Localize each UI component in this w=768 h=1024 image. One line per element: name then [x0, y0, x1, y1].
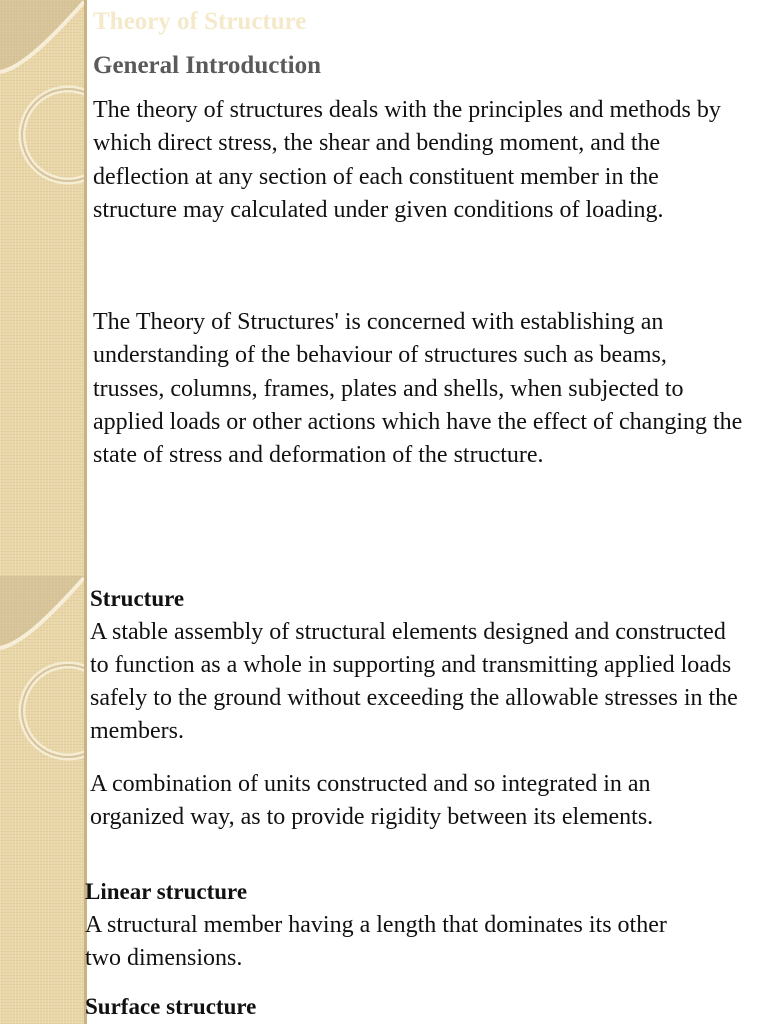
heading-structure: Structure: [90, 586, 185, 611]
decorative-swirl-icon: [0, 576, 84, 1024]
decorative-side-panel: [0, 0, 87, 576]
linear-structure-definition: A structural member having a length that dominates its other two dimensions.: [85, 912, 667, 971]
intro-paragraph-2: The Theory of Structures' is concerned with establishing an understanding of the behaviour of structures such as beams, trusses, columns, frames, plates and shells, when subjected to applied loads or other actions which have the effect of changing the state of stress and deformation of the structure.: [93, 309, 743, 469]
decorative-side-panel: [0, 576, 87, 1024]
slide-2: [0, 576, 768, 1024]
heading-linear-structure: Linear structure: [85, 879, 248, 904]
decorative-swirl-icon: [0, 0, 84, 576]
structure-definition-2: A combination of units constructed and so integrated in an organized way, as to provide rigidity between its elements.: [90, 771, 654, 830]
intro-paragraph-1: The theory of structures deals with the principles and methods by which direct stress, the shear and bending moment, and the deflection at any section of each constituent member in the structure may calculated under given conditions of loading.: [93, 97, 721, 223]
structure-definition-1: A stable assembly of structural elements designed and constructed to function as a whole in supporting and transmitting applied loads safely to the ground without exceeding the allowable stresses in the members.: [90, 619, 738, 744]
heading-surface-structure: Surface structure: [85, 994, 257, 1019]
slide-subtitle: General Introduction: [93, 52, 322, 79]
slide-title: Theory of Structure: [93, 8, 307, 35]
